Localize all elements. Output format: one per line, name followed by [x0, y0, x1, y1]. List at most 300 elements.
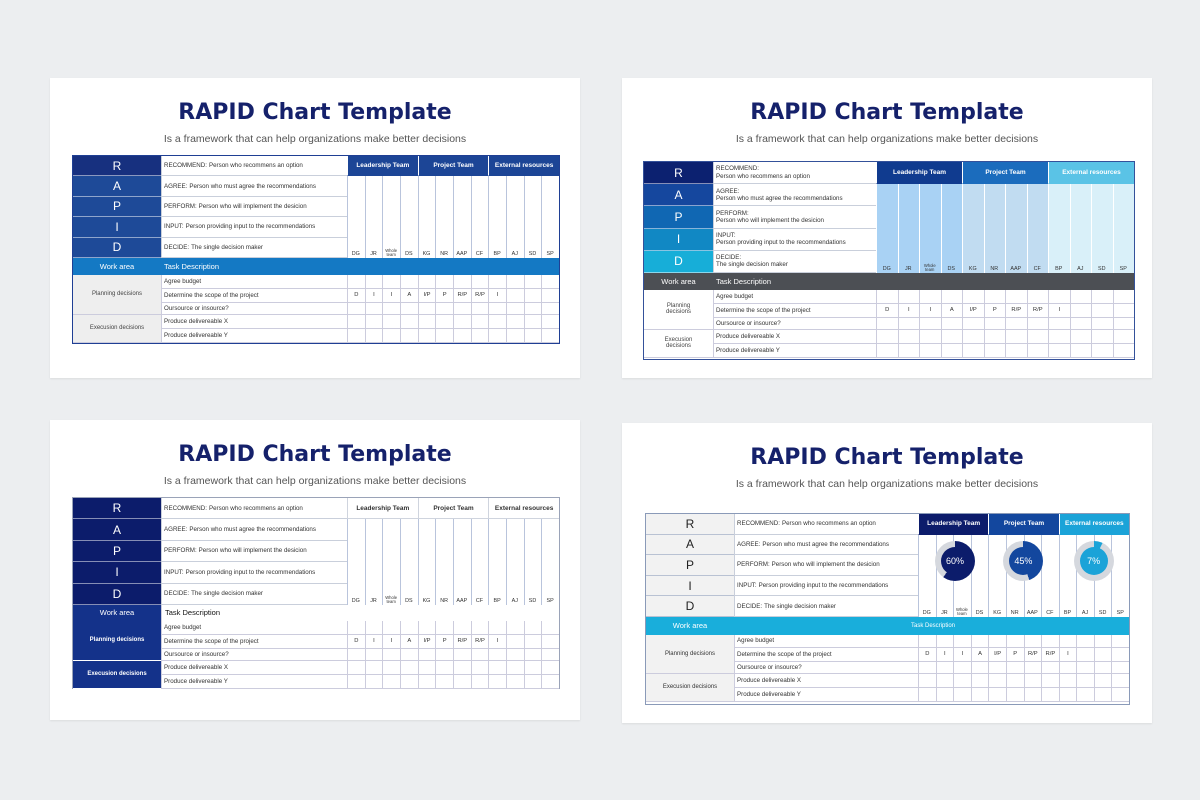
task-cell [962, 344, 984, 358]
definition-key: RECOMMEND: [164, 504, 207, 512]
task-cell [984, 330, 1006, 344]
slide-subtitle: Is a framework that can help organizations make better decisions [735, 478, 1039, 490]
rapid-definition [161, 156, 347, 176]
task-cell [488, 649, 506, 661]
rapid-definition [713, 162, 876, 184]
task-cell [506, 289, 524, 303]
column-header: DG [882, 265, 891, 272]
task-cell: I [953, 648, 971, 662]
task-cell [506, 329, 524, 343]
slide-1 [50, 78, 580, 378]
work-area-header: Work area [646, 617, 734, 635]
task-cell [984, 290, 1006, 304]
task-cell [471, 621, 489, 635]
task-cell [919, 290, 941, 304]
task-cell [418, 315, 436, 329]
task-cell [1113, 330, 1135, 344]
task-cell [471, 675, 489, 689]
column-fill [988, 535, 1007, 617]
task-cell [1006, 635, 1024, 648]
task-label: Agree budget [161, 621, 347, 635]
task-cell [453, 275, 471, 289]
task-cell [418, 275, 436, 289]
column-fill [1091, 184, 1114, 273]
work-area-label: Execusion decisions [73, 315, 161, 343]
column-fill [453, 176, 472, 258]
task-cell: P [984, 304, 1006, 318]
group-header: Project Team [418, 156, 489, 176]
group-header: Leadership Team [347, 498, 418, 519]
task-cell [941, 290, 963, 304]
rapid-definition [734, 514, 918, 535]
definition-text: Person who must agree the recommendations [189, 182, 316, 190]
task-cell [347, 675, 365, 689]
task-cell [1027, 330, 1049, 344]
column-fill [365, 519, 384, 605]
task-cell [971, 662, 989, 674]
task-cell [1076, 648, 1094, 662]
definition-key: DECIDE: [716, 254, 742, 262]
task-cell [506, 635, 524, 649]
column-header: CF [1033, 265, 1041, 272]
task-cell [347, 303, 365, 315]
rapid-table [645, 513, 1130, 705]
rapid-letter-r: R [73, 498, 161, 519]
task-cell [524, 621, 542, 635]
rapid-definition [161, 217, 347, 237]
task-cell [1113, 290, 1135, 304]
task-cell [400, 315, 418, 329]
column-fill [541, 176, 559, 258]
column-fill [435, 519, 454, 605]
task-cell: R/P [1027, 304, 1049, 318]
task-cell: I [919, 304, 941, 318]
task-cell: R/P [471, 635, 489, 649]
definition-text: The single decision maker [764, 602, 836, 610]
rapid-definition [713, 184, 876, 206]
task-cell [1111, 688, 1129, 702]
rapid-definition [161, 176, 347, 196]
column-fill [1070, 184, 1093, 273]
task-cell [506, 315, 524, 329]
rapid-letter-r: R [73, 156, 161, 176]
column-header: AJ [1077, 265, 1084, 272]
definition-key: AGREE: [164, 182, 188, 190]
task-cell [1024, 662, 1042, 674]
task-cell [365, 675, 383, 689]
task-cell [506, 621, 524, 635]
task-cell [876, 330, 898, 344]
task-cell [1005, 344, 1027, 358]
column-fill [453, 519, 472, 605]
task-cell [1006, 688, 1024, 702]
task-cell [524, 275, 542, 289]
column-header: DS [947, 265, 955, 272]
task-cell [898, 318, 920, 330]
slide-subtitle: Is a framework that can help organizations make better decisions [163, 475, 467, 487]
column-header: SD [1098, 265, 1106, 272]
task-cell [400, 275, 418, 289]
task-cell [876, 344, 898, 358]
task-cell [1111, 648, 1129, 662]
rapid-definition [161, 519, 347, 540]
task-cell [488, 275, 506, 289]
definition-text: Person who will implement the desicion [716, 216, 824, 224]
task-cell [1005, 318, 1027, 330]
work-area-header: Work area [644, 273, 713, 290]
task-cell [1005, 330, 1027, 344]
task-cell [435, 329, 453, 343]
slide-subtitle: Is a framework that can help organizations make better decisions [163, 133, 467, 145]
task-cell [1006, 674, 1024, 688]
column-fill [919, 184, 942, 273]
task-cell: I/P [988, 648, 1006, 662]
task-cell [418, 675, 436, 689]
column-header: JR [904, 265, 912, 272]
task-cell: A [400, 289, 418, 303]
column-fill [1113, 184, 1135, 273]
task-cell [453, 649, 471, 661]
rapid-definition [161, 197, 347, 217]
definition-key: RECOMMEND: [716, 165, 759, 173]
rapid-letter-a: A [644, 184, 713, 206]
task-cell: A [941, 304, 963, 318]
task-cell [400, 649, 418, 661]
task-cell [541, 675, 559, 689]
definition-key: INPUT: [737, 582, 757, 590]
task-label: Determine the scope of the project [161, 635, 347, 649]
column-header: DS [405, 250, 413, 257]
group-header: External resources [488, 156, 559, 176]
task-cell [471, 649, 489, 661]
column-fill [506, 519, 525, 605]
column-fill [488, 519, 507, 605]
column-fill [1048, 184, 1071, 273]
task-cell [1059, 674, 1077, 688]
person-columns [347, 519, 559, 605]
column-header: AAP [1026, 609, 1038, 616]
task-cell: P [435, 635, 453, 649]
task-cell [919, 318, 941, 330]
task-cell [453, 315, 471, 329]
rapid-table [72, 155, 560, 344]
task-cell [1111, 674, 1129, 688]
task-cell [1113, 304, 1135, 318]
definition-key: PERFORM: [164, 547, 197, 555]
task-cell [953, 674, 971, 688]
column-fill [1005, 184, 1028, 273]
task-label: Determine the scope of the project [161, 289, 347, 303]
column-fill [365, 176, 384, 258]
task-cell [471, 275, 489, 289]
task-cell [1091, 330, 1113, 344]
task-cell [524, 303, 542, 315]
task-cell [400, 621, 418, 635]
column-header: SP [1119, 265, 1127, 272]
group-header: External resources [488, 498, 559, 519]
column-fill [984, 184, 1007, 273]
rapid-definition [734, 535, 918, 556]
slide-title: RAPID Chart Template [178, 442, 452, 467]
task-cell [524, 635, 542, 649]
column-header: Whole team [923, 262, 936, 272]
group-header: External resources [1059, 514, 1129, 535]
task-cell [488, 315, 506, 329]
task-cell [400, 675, 418, 689]
rapid-letter-i: I [646, 576, 734, 597]
task-cell [1070, 304, 1092, 318]
rapid-letter-p: P [73, 197, 161, 217]
group-header: Project Team [988, 514, 1058, 535]
task-cell [488, 621, 506, 635]
rapid-letter-r: R [644, 162, 713, 184]
definition-key: AGREE: [164, 526, 188, 534]
column-header: AJ [1081, 609, 1089, 616]
task-cell [365, 315, 383, 329]
rapid-letter-d: D [73, 238, 161, 258]
column-fill [541, 519, 559, 605]
task-cell: I [488, 289, 506, 303]
task-cell [382, 661, 400, 675]
column-header: Whole team [956, 606, 968, 616]
definition-key: DECIDE: [164, 243, 190, 251]
definition-key: PERFORM: [737, 561, 770, 569]
task-cell [365, 303, 383, 315]
task-label: Oursource or insource? [713, 318, 876, 330]
percentage-donut [935, 541, 975, 581]
person-columns [918, 535, 1129, 617]
task-cell [918, 674, 936, 688]
task-cell [1094, 635, 1112, 648]
task-cell: I [382, 635, 400, 649]
task-cell [488, 675, 506, 689]
task-cell: D [347, 289, 365, 303]
column-fill [898, 184, 921, 273]
task-cell [506, 275, 524, 289]
group-header: Project Team [962, 162, 1048, 184]
column-header: DG [351, 250, 360, 257]
column-fill [918, 535, 937, 617]
task-cell [506, 649, 524, 661]
task-cell [524, 329, 542, 343]
task-cell [365, 661, 383, 675]
task-cell: P [435, 289, 453, 303]
rapid-letter-p: P [73, 541, 161, 562]
definition-text: Person who recommens an option [716, 172, 810, 180]
task-description-header: Task Description [161, 605, 347, 621]
task-cell: I [488, 635, 506, 649]
task-cell [876, 318, 898, 330]
work-area-header: Work area [73, 605, 161, 621]
definition-text: Person providing input to the recommendations [716, 239, 846, 247]
task-cell [918, 635, 936, 648]
definition-text: The single decision maker [191, 243, 263, 251]
rapid-definition [734, 576, 918, 597]
task-cell [941, 344, 963, 358]
task-cell [418, 621, 436, 635]
task-cell [1048, 318, 1070, 330]
column-fill [488, 176, 507, 258]
task-cell [506, 675, 524, 689]
column-header: KG [422, 250, 431, 257]
task-cell [898, 290, 920, 304]
task-cell [988, 662, 1006, 674]
task-label: Produce delivereable Y [161, 675, 347, 689]
slide-subtitle: Is a framework that can help organizations make better decisions [735, 133, 1039, 145]
rapid-definition [161, 584, 347, 605]
column-fill [471, 176, 490, 258]
group-header: External resources [1048, 162, 1134, 184]
task-cell: I [1059, 648, 1077, 662]
task-label: Produce delivereable X [161, 315, 347, 329]
task-cell [453, 303, 471, 315]
task-cell [918, 688, 936, 702]
task-cell: R/P [1005, 304, 1027, 318]
rapid-letter-d: D [73, 584, 161, 605]
percentage-donut [1003, 541, 1043, 581]
donut-center [1080, 547, 1108, 575]
column-header: NR [990, 265, 999, 272]
task-cell [919, 344, 941, 358]
task-cell [382, 275, 400, 289]
definition-key: PERFORM: [164, 202, 197, 210]
task-label: Produce delivereable X [713, 330, 876, 344]
task-cell [898, 330, 920, 344]
slide-title: RAPID Chart Template [750, 100, 1024, 125]
rapid-letter-a: A [646, 535, 734, 556]
task-cell [1059, 662, 1077, 674]
slide-4 [622, 423, 1152, 723]
rapid-letter-p: P [646, 555, 734, 576]
task-cell [1091, 290, 1113, 304]
task-cell [435, 315, 453, 329]
column-fill [1027, 184, 1050, 273]
column-header: BP [493, 597, 501, 604]
rapid-letter-a: A [73, 176, 161, 196]
group-header: Leadership Team [347, 156, 418, 176]
column-header: AJ [511, 597, 518, 604]
task-cell [365, 621, 383, 635]
task-cell [541, 329, 559, 343]
task-cell [435, 675, 453, 689]
task-cell [936, 635, 954, 648]
task-cell: A [971, 648, 989, 662]
task-cell [936, 674, 954, 688]
task-cell [347, 621, 365, 635]
rapid-letter-d: D [644, 251, 713, 273]
rapid-definition [161, 562, 347, 583]
task-cell [918, 662, 936, 674]
column-fill [471, 519, 490, 605]
column-header: SD [1098, 609, 1107, 616]
definition-text: Person who must agree the recommendations [189, 526, 316, 534]
donut-center [1009, 547, 1037, 575]
column-header: Whole team [385, 594, 398, 604]
column-header: NR [1010, 609, 1019, 616]
percentage-label: 60% [945, 555, 964, 566]
task-cell [1070, 318, 1092, 330]
task-cell [953, 688, 971, 702]
task-cell [471, 661, 489, 675]
column-fill [418, 176, 437, 258]
column-header: AAP [1010, 265, 1022, 272]
definition-text: Person providing input to the recommendations [185, 223, 316, 231]
task-cell [435, 621, 453, 635]
column-header: SP [546, 250, 554, 257]
definition-text: The single decision maker [716, 261, 788, 269]
work-area-header: Work area [73, 258, 161, 275]
task-cell [1041, 674, 1059, 688]
task-cell [898, 344, 920, 358]
task-cell [962, 290, 984, 304]
task-cell [418, 661, 436, 675]
task-cell [382, 675, 400, 689]
task-cell [919, 330, 941, 344]
group-header: Leadership Team [876, 162, 962, 184]
column-header: SD [528, 250, 537, 257]
task-cell: A [400, 635, 418, 649]
column-fill [506, 176, 525, 258]
task-cell [400, 661, 418, 675]
task-cell [541, 303, 559, 315]
task-cell [471, 315, 489, 329]
task-cell [988, 674, 1006, 688]
column-fill [962, 184, 985, 273]
work-area-label: Execusion decisions [646, 674, 734, 702]
column-header: AJ [511, 250, 518, 257]
task-cell [984, 344, 1006, 358]
person-columns [347, 176, 559, 258]
task-cell [382, 315, 400, 329]
task-cell [1113, 318, 1135, 330]
task-cell: R/P [471, 289, 489, 303]
task-cell [347, 649, 365, 661]
person-columns [876, 184, 1134, 273]
task-cell [488, 329, 506, 343]
task-cell [953, 635, 971, 648]
column-fill [941, 184, 964, 273]
definition-key: INPUT: [716, 232, 736, 240]
task-cell [435, 649, 453, 661]
task-cell [971, 674, 989, 688]
task-cell [1111, 635, 1129, 648]
task-cell [1027, 290, 1049, 304]
percentage-label: 45% [1014, 555, 1033, 566]
task-cell [453, 621, 471, 635]
definition-text: Person providing input to the recommendations [185, 568, 316, 576]
task-cell [365, 329, 383, 343]
task-cell [1094, 688, 1112, 702]
column-fill [524, 176, 543, 258]
rapid-letter-i: I [644, 229, 713, 251]
task-cell [418, 649, 436, 661]
task-cell [1076, 662, 1094, 674]
definition-text: Person who recommens an option [208, 504, 303, 512]
task-label: Produce delivereable Y [161, 329, 347, 343]
column-header: KG [422, 597, 431, 604]
task-cell [1027, 318, 1049, 330]
task-cell [984, 318, 1006, 330]
task-cell [541, 621, 559, 635]
slide-title: RAPID Chart Template [178, 100, 452, 125]
task-cell [1076, 688, 1094, 702]
task-cell: R/P [453, 635, 471, 649]
task-cell [1041, 662, 1059, 674]
task-cell [435, 303, 453, 315]
column-fill [347, 176, 366, 258]
task-cell [541, 275, 559, 289]
task-cell [365, 649, 383, 661]
